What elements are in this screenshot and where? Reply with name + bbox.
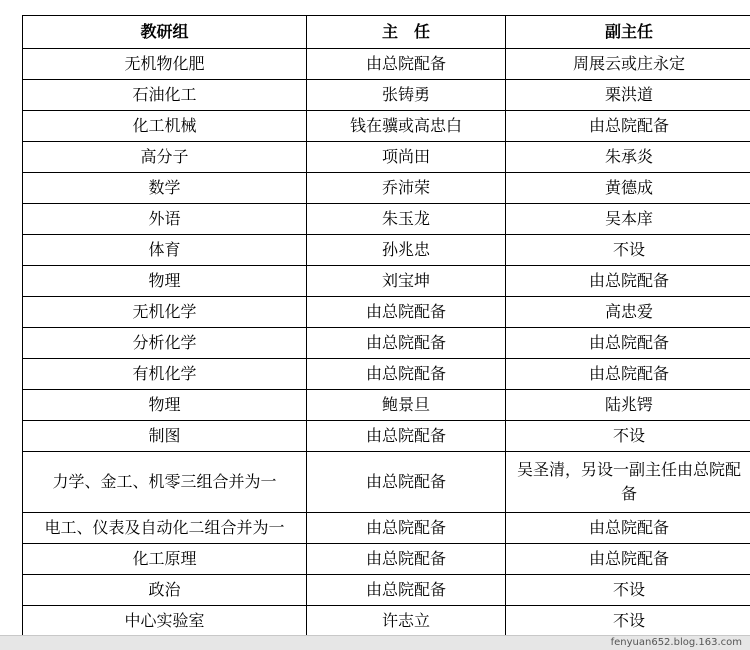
cell-group: 分析化学 [23,328,307,359]
cell-deputy: 高忠爱 [506,297,750,328]
cell-deputy: 吴圣清，另设一副主任由总院配备 [506,452,750,513]
cell-group: 高分子 [23,142,307,173]
table-row [23,390,750,421]
cell-group: 力学、金工、机零三组合并为一 [23,452,307,513]
cell-group: 石油化工 [23,80,307,111]
cell-director: 张铸勇 [307,80,506,111]
table-row [23,173,750,204]
cell-group: 物理 [23,390,307,421]
cell-deputy: 由总院配备 [506,513,750,544]
cell-director: 鲍景旦 [307,390,506,421]
cell-group: 制图 [23,421,307,452]
cell-director: 钱在骥或高忠白 [307,111,506,142]
cell-group: 物理 [23,266,307,297]
table-row [23,359,750,390]
table-row [23,235,750,266]
table-row [23,452,750,513]
cell-deputy: 吴本庠 [506,204,750,235]
cell-director: 朱玉龙 [307,204,506,235]
cell-group: 无机物化肥 [23,49,307,80]
cell-director: 孙兆忠 [307,235,506,266]
cell-deputy: 栗洪道 [506,80,750,111]
table-row [23,142,750,173]
cell-director: 由总院配备 [307,575,506,606]
cell-group: 数学 [23,173,307,204]
cell-deputy: 周展云或庄永定 [506,49,750,80]
table-row [23,421,750,452]
cell-group: 外语 [23,204,307,235]
cell-group: 化工原理 [23,544,307,575]
table-row [23,266,750,297]
cell-deputy: 不设 [506,235,750,266]
cell-director: 项尚田 [307,142,506,173]
cell-director: 乔沛荣 [307,173,506,204]
cell-group: 化工机械 [23,111,307,142]
cell-group: 中心实验室 [23,606,307,637]
table-row [23,544,750,575]
table-row [23,328,750,359]
cell-group: 体育 [23,235,307,266]
cell-deputy: 朱承炎 [506,142,750,173]
cell-director: 由总院配备 [307,49,506,80]
cell-group: 电工、仪表及自动化二组合并为一 [23,513,307,544]
table-header-row [23,16,750,49]
cell-group: 有机化学 [23,359,307,390]
table-row [23,80,750,111]
cell-deputy: 陆兆锷 [506,390,750,421]
watermark-bar [0,635,750,650]
table-row [23,204,750,235]
table-row [23,111,750,142]
cell-group: 政治 [23,575,307,606]
header-group: 教研组 [23,16,307,49]
cell-director: 许志立 [307,606,506,637]
table-row [23,575,750,606]
table-row [23,297,750,328]
cell-director: 刘宝坤 [307,266,506,297]
cell-director: 由总院配备 [307,452,506,513]
table-row [23,49,750,80]
cell-deputy: 由总院配备 [506,111,750,142]
cell-director: 由总院配备 [307,421,506,452]
cell-group: 无机化学 [23,297,307,328]
staff-table [22,15,750,637]
header-director: 主 任 [307,16,506,49]
cell-director: 由总院配备 [307,297,506,328]
header-deputy: 副主任 [506,16,750,49]
cell-deputy: 由总院配备 [506,266,750,297]
cell-deputy: 由总院配备 [506,544,750,575]
cell-deputy: 黄德成 [506,173,750,204]
cell-deputy: 由总院配备 [506,359,750,390]
cell-deputy: 不设 [506,421,750,452]
cell-director: 由总院配备 [307,328,506,359]
cell-director: 由总院配备 [307,359,506,390]
table-row [23,606,750,637]
cell-director: 由总院配备 [307,544,506,575]
cell-deputy: 由总院配备 [506,328,750,359]
table-row [23,513,750,544]
watermark-text: fenyuan652.blog.163.com [610,637,742,648]
cell-deputy: 不设 [506,575,750,606]
cell-deputy: 不设 [506,606,750,637]
cell-director: 由总院配备 [307,513,506,544]
